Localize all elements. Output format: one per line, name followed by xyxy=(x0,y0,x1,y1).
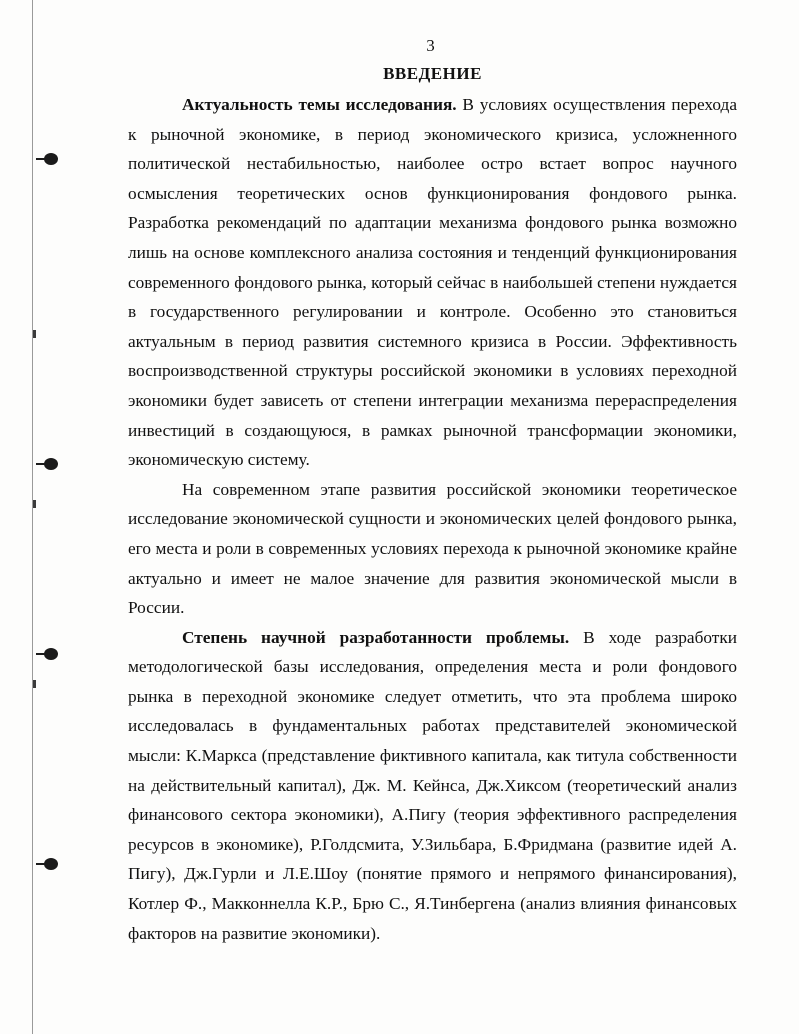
paragraph-research-degree xyxy=(128,623,737,949)
section-title: ВВЕДЕНИЕ xyxy=(383,64,482,83)
page-number: 3 xyxy=(426,36,435,55)
body-text xyxy=(128,90,737,948)
scan-edge-line xyxy=(32,0,33,1034)
scan-artifact xyxy=(33,500,36,508)
scan-artifact xyxy=(33,330,36,338)
punch-hole-mark xyxy=(44,153,58,165)
punch-hole-mark xyxy=(44,858,58,870)
punch-hole-mark xyxy=(44,458,58,470)
paragraph-lead: Актуальность темы исследования. xyxy=(182,95,457,114)
paragraph-text: На современном этапе развития российской экономики теоретическое исследование экономической сущности и экономических целей фондового рынка, его места и роли в современных условиях перехода к рыночной экономике крайне актуально и имеет не малое значение для развития экономической мысли в России. xyxy=(128,479,737,618)
paragraph-relevance xyxy=(128,90,737,475)
paragraph-modern-stage xyxy=(128,475,737,623)
punch-hole-mark xyxy=(44,648,58,660)
scan-artifact xyxy=(33,680,36,688)
paragraph-text: В ходе разработки методологической базы исследования, определения места и роли фондового рынка в переходной экономике следует отметить, что эта проблема широко исследовалась в фундаментальных работах представителей экономической мысли: К.Маркса (представление фиктивного капитала, как титула собственности на действительный капитал), Дж. М. Кейнса, Дж.Хиксом (теоретический анализ финансового сектора экономики), А.Пигу (теория эффективного распределения ресурсов в экономике), Р.Голдсмита, У.Зильбара, Б.Фридмана (развитие идей А. Пигу), Дж.Гурли и Л.Е.Шоу (понятие прямого и непрямого финансирования), Котлер Ф., Макконнелла К.Р., Брю С., Я.Тинбергена (анализ влияния финансовых факторов на развитие экономики). xyxy=(128,627,737,943)
paragraph-lead: Степень научной разработанности проблемы. xyxy=(182,627,570,647)
paragraph-text: В условиях осуществления перехода к рыночной экономике, в период экономического кризиса, усложненного политической нестабильностью, наиболее остро встает вопрос научного осмысления теоретических основ функционирования фондового рынка. Разработка рекомендаций по адаптации механизма фондового рынка возможно лишь на основе комплексного анализа состояния и тенденций функционирования современного фондового рынка, который сейчас в наибольшей степени нуждается в государственного регулировании и контроле. Особенно это становиться актуальным в период развития системного кризиса в России. Эффективность воспроизводственной структуры российской экономики в условиях переходной экономики будет зависеть от степени интеграции механизма перераспределения инвестиций в создающуюся, в рамках рыночной трансформации экономики, экономическую систему. xyxy=(128,95,737,470)
